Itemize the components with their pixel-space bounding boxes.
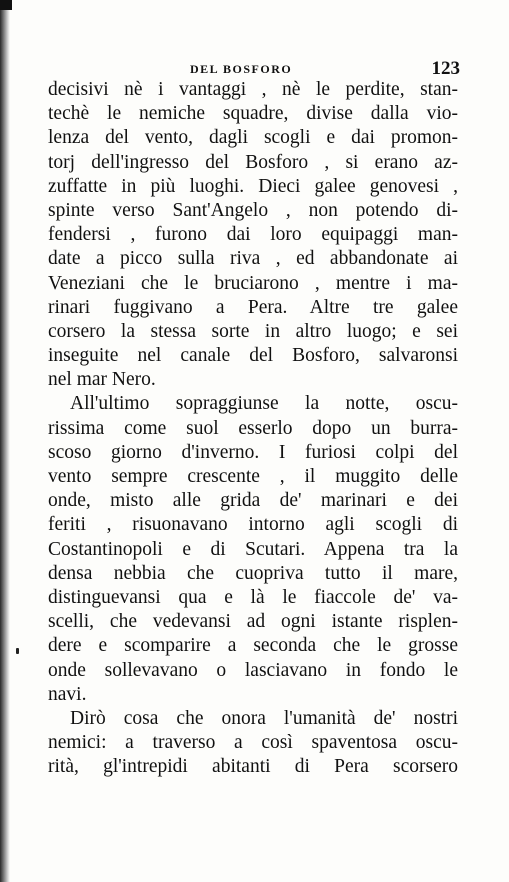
text-line: lenza del vento, dagli scogli e dai promon- (48, 127, 458, 149)
text-line: zuffatte in più luoghi. Dieci galee genovesi , (48, 175, 458, 197)
ink-speck (16, 648, 19, 654)
text-line: navi. (48, 683, 87, 705)
text-line: vento sempre crescente , il muggito delle (48, 466, 458, 487)
text-line: scelli, che vedevansi ad ogni istante risplen- (48, 611, 458, 633)
text-line: date a picco sulla riva , ed abbandonate ai (48, 248, 458, 270)
text-line: inseguite nel canale del Bosforo, salvaronsi (48, 345, 458, 367)
text-line: dere e scomparire a seconda che le grosse (48, 635, 458, 657)
text-line: Costantinopoli e di Scutari. Appena tra la (48, 538, 458, 560)
text-line: rità, gl'intrepidi abitanti di Pera scorsero (48, 756, 458, 778)
text-line: onde, misto alle grida de' marinari e dei (48, 490, 458, 512)
text-line: Dirò cosa che onora l'umanità de' nostri (70, 707, 458, 729)
page-number: 123 (431, 58, 460, 79)
text-line: torj dell'ingresso del Bosforo , si erano az- (48, 151, 458, 173)
text-line: onde sollevavano o lasciavano in fondo le (48, 659, 458, 681)
running-head-title: DEL BOSFORO (190, 62, 293, 76)
corner-mark (0, 0, 12, 10)
text-line: rinari fuggivano a Pera. Altre tre galee (48, 296, 458, 318)
paragraph (48, 392, 458, 706)
text-line: feriti , risuonavano intorno agli scogli di (48, 514, 458, 536)
text-line: techè le nemiche squadre, divise dalla vio- (48, 103, 458, 125)
text-line: nemici: a traverso a così spaventosa oscu- (48, 732, 458, 754)
text-line: decisivi nè i vantaggi , nè le perdite, stan- (48, 79, 458, 100)
paragraph (48, 78, 458, 392)
text-line: rissima come suol esserlo dopo un burra- (48, 417, 458, 439)
text-line: fendersi , furono dai loro equipaggi man- (48, 224, 458, 246)
text-line: All'ultimo sopraggiunse la notte, oscu- (70, 393, 458, 415)
text-line: nel mar Nero. (48, 369, 156, 391)
text-line: distinguevansi qua e là le fiaccole de' va- (48, 586, 458, 608)
paragraph (48, 707, 458, 780)
text-line: corsero la stessa sorte in altro luogo; e sei (48, 320, 458, 342)
text-line: spinte verso Sant'Angelo , non potendo di- (48, 199, 458, 221)
page-binding-edge (0, 0, 10, 882)
text-line: Veneziani che le bruciarono , mentre i ma- (48, 272, 458, 294)
body-text (48, 78, 458, 779)
text-line: scoso giorno d'inverno. I furiosi colpi del (48, 441, 458, 463)
text-line: densa nebbia che cuopriva tutto il mare, (48, 562, 458, 584)
